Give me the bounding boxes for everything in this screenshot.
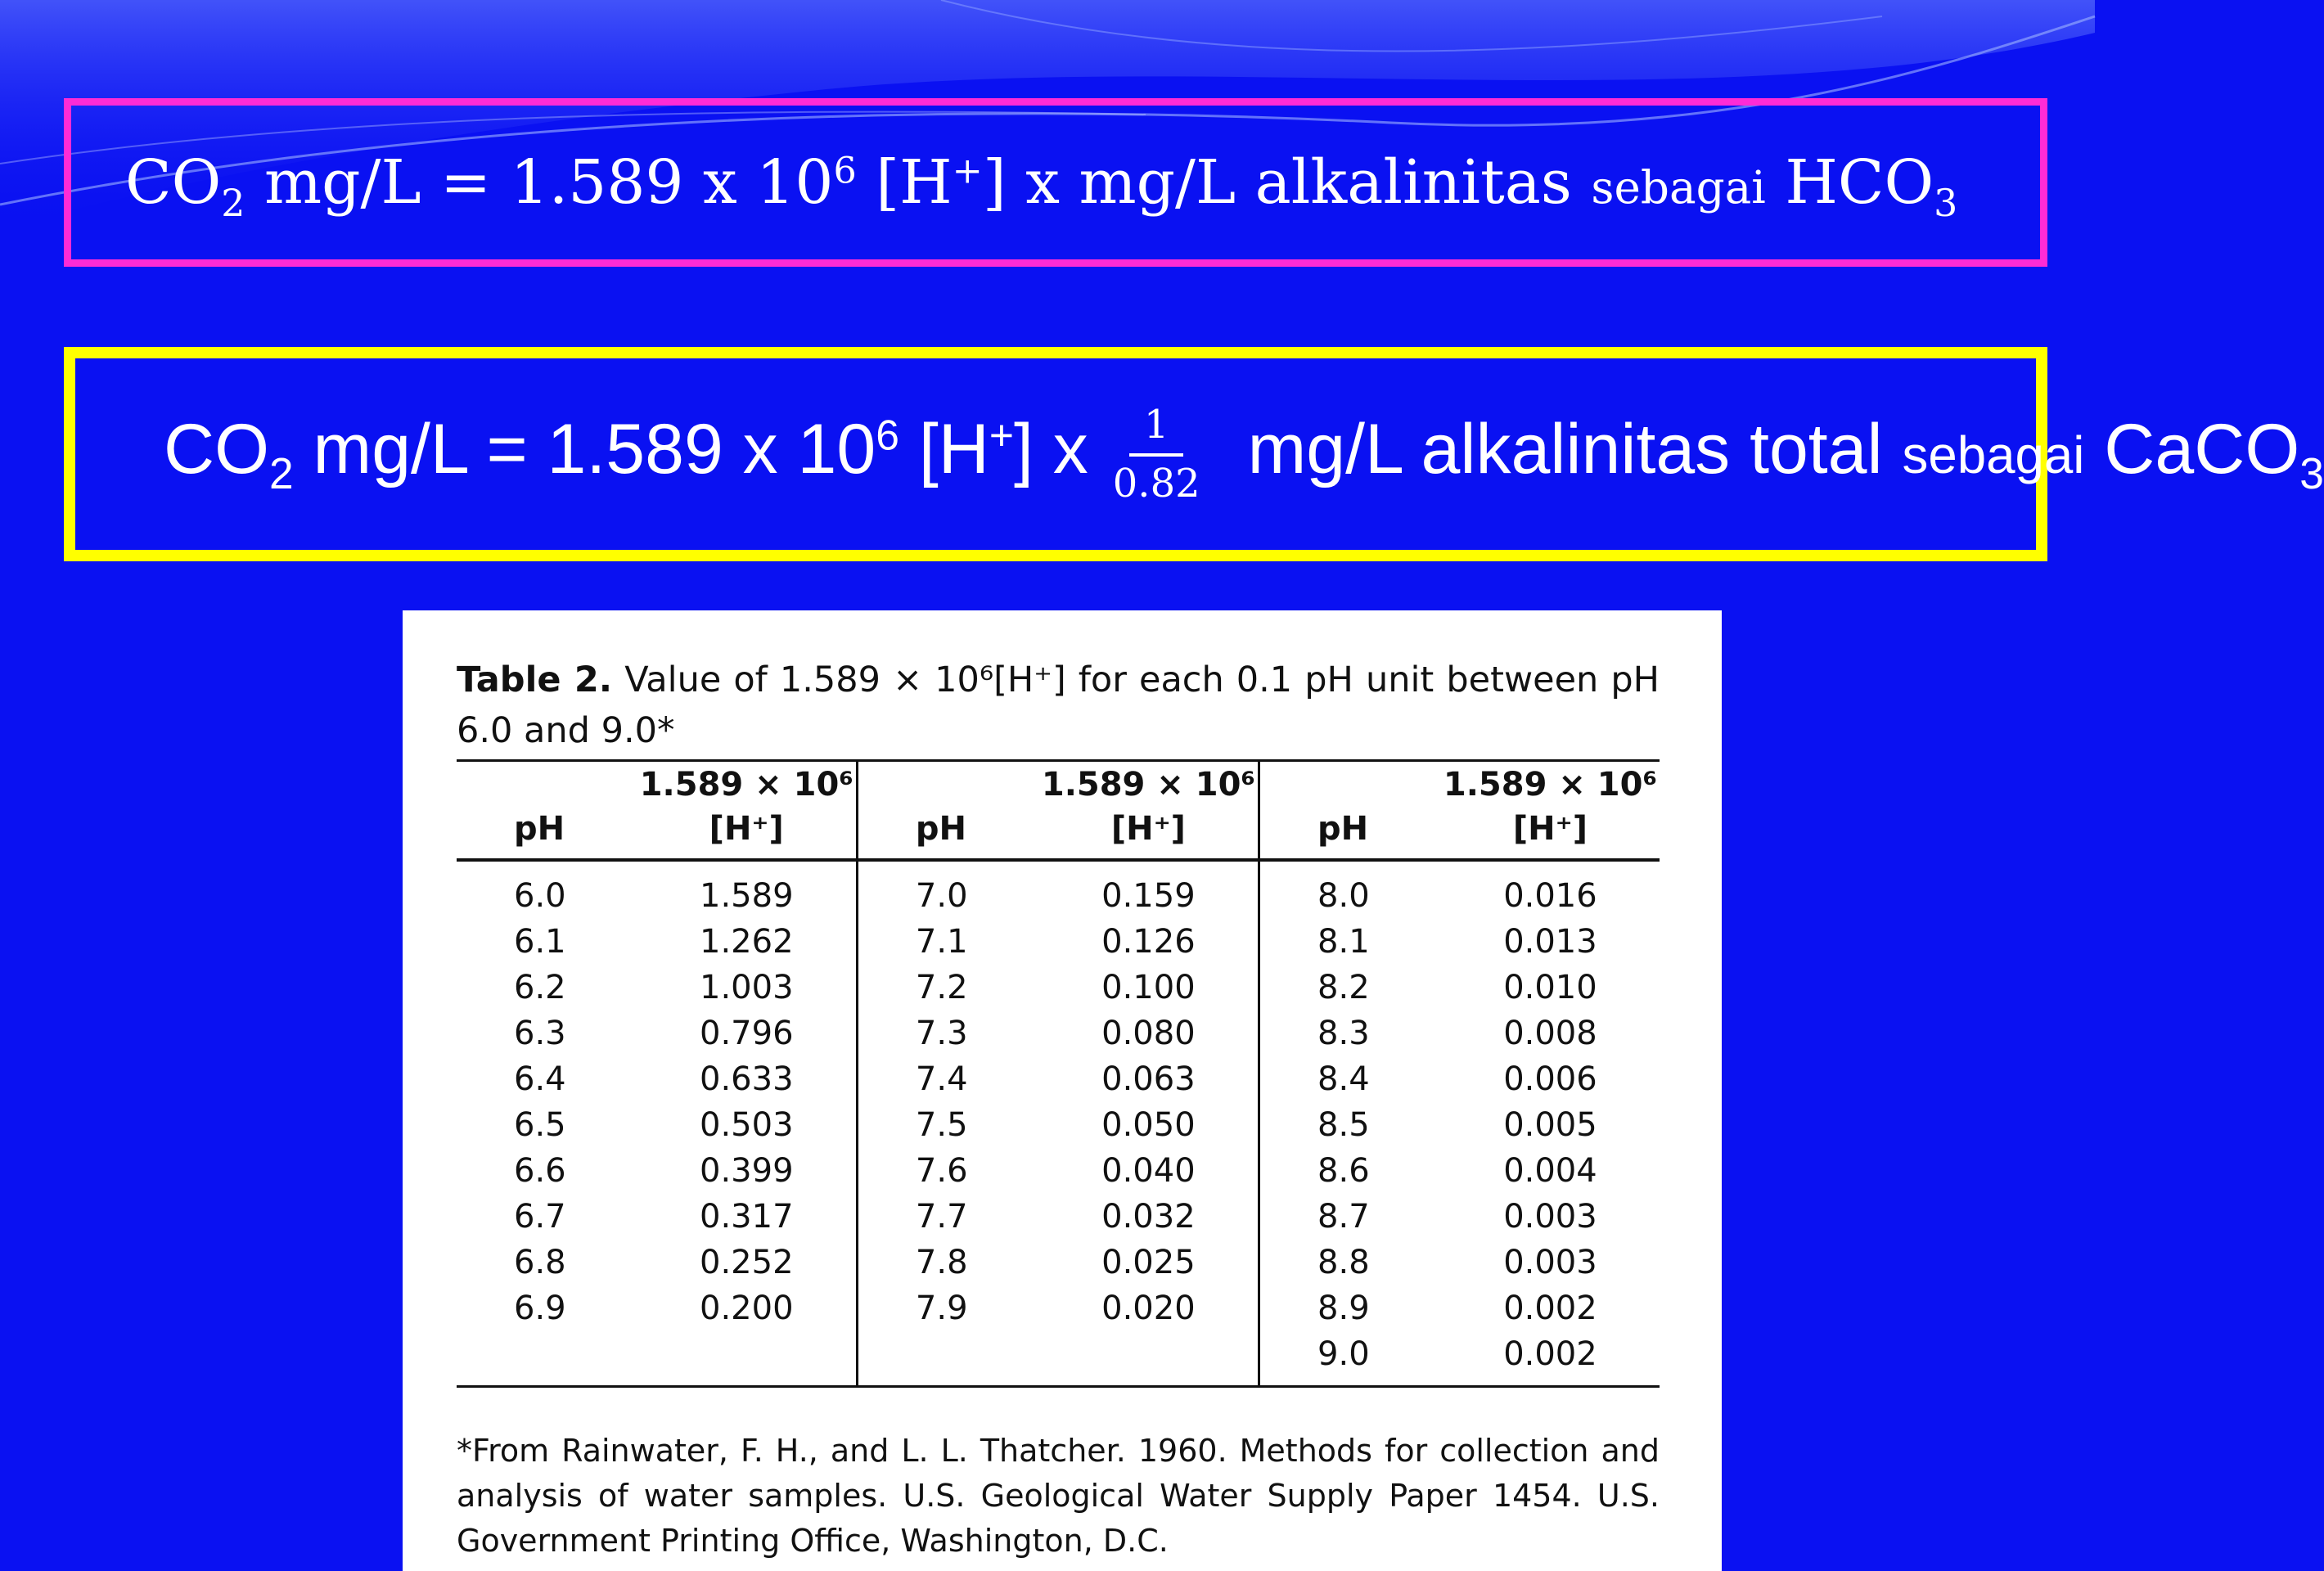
header-value: 1.589 × 10⁶ [H⁺]	[1039, 761, 1259, 861]
cell-value: 1.262	[637, 919, 858, 965]
header-value: 1.589 × 10⁶ [H⁺]	[637, 761, 858, 861]
formula-caco3-lhs: CO	[164, 409, 269, 488]
cell-value: 0.040	[1039, 1148, 1259, 1194]
cell-ph	[457, 1331, 637, 1387]
cell-ph: 7.7	[915, 1198, 968, 1236]
formula-caco3-sebagai: sebagai	[1902, 425, 2085, 484]
cell-ph: 8.4	[1317, 1060, 1370, 1098]
cell-ph: 7.8	[915, 1244, 968, 1281]
cell-value: 0.010	[1503, 969, 1597, 1006]
cell-value: 0.002	[1503, 1335, 1597, 1373]
cell-value: 0.159	[1039, 860, 1259, 919]
cell-value: 0.252	[637, 1240, 858, 1285]
cell-ph: 6.5	[514, 1106, 566, 1144]
cell-value: 0.796	[637, 1011, 858, 1056]
formula-caco3-lhs-sub: 2	[269, 449, 294, 498]
ph-value-table	[457, 759, 1660, 1388]
formula-hco3-sebagai: sebagai	[1591, 161, 1766, 214]
cell-ph: 6.7	[514, 1198, 566, 1236]
formula-caco3-species: CaCO	[2084, 409, 2300, 488]
fraction-denominator: 0.82	[1112, 461, 1200, 506]
table-row	[457, 919, 1660, 965]
formula-hco3-lhs: CO	[125, 147, 222, 218]
table-row	[457, 1331, 1660, 1387]
cell-ph: 6.2	[514, 969, 566, 1006]
cell-ph: 8.7	[1317, 1198, 1370, 1236]
cell-ph: 6.4	[514, 1060, 566, 1098]
cell-ph: 8.6	[1317, 1152, 1370, 1190]
formula-caco3	[164, 401, 2324, 506]
cell-ph: 7.4	[915, 1060, 968, 1098]
formula-hco3-h-charge: +	[952, 150, 983, 192]
header-ph: pH	[1317, 810, 1369, 848]
cell-ph: 6.1	[514, 923, 566, 961]
cell-value: 0.002	[1503, 1290, 1597, 1327]
formula-caco3-h-close: ] x	[1013, 409, 1088, 488]
formula-caco3-fraction	[1112, 401, 1200, 506]
table-row	[457, 1240, 1660, 1285]
table-caption-label: Table 2.	[457, 659, 613, 700]
cell-ph: 6.6	[514, 1152, 566, 1190]
header-ph: pH	[915, 810, 967, 848]
cell-value: 0.503	[637, 1102, 858, 1148]
cell-value: 0.050	[1039, 1102, 1259, 1148]
table-footnote: *From Rainwater, F. H., and L. L. Thatcher. 1960. Methods for collection and analysis of water samples. U.S. Geological Water Supply Paper 1454. U.S. Government Printing Office, Washington, D.C.	[457, 1433, 1660, 1559]
cell-ph: 8.1	[1317, 923, 1370, 961]
formula-hco3-species: HCO	[1765, 147, 1934, 218]
cell-ph: 6.9	[514, 1290, 566, 1327]
cell-value: 0.200	[637, 1285, 858, 1331]
table-caption-text: Value of 1.589 × 10⁶[H⁺] for each 0.1 pH unit between pH 6.0 and 9.0*	[457, 659, 1660, 751]
formula-hco3-rest: ] x mg/L alkalinitas	[982, 147, 1592, 218]
cell-value: 0.005	[1503, 1106, 1597, 1144]
cell-value: 0.025	[1039, 1240, 1259, 1285]
cell-ph: 7.5	[915, 1106, 968, 1144]
reference-table-panel	[403, 610, 1722, 1571]
table-row	[457, 965, 1660, 1011]
table-row	[457, 1285, 1660, 1331]
formula-caco3-h-charge: +	[989, 411, 1014, 459]
cell-value: 0.100	[1039, 965, 1259, 1011]
cell-ph	[857, 1331, 1038, 1387]
formula-hco3-species-sub: 3	[1934, 181, 1958, 226]
table-caption	[457, 655, 1660, 756]
cell-value: 0.003	[1503, 1198, 1597, 1236]
cell-value: 0.006	[1503, 1060, 1597, 1098]
cell-value: 0.399	[637, 1148, 858, 1194]
cell-ph: 6.3	[514, 1015, 566, 1052]
formula-caco3-unit: mg/L = 1.589 x 10	[293, 409, 876, 488]
header-value: 1.589 × 10⁶ [H⁺]	[1443, 766, 1657, 848]
formula-hco3-exponent: 6	[833, 150, 857, 192]
formula-hco3-unit: mg/L = 1.589 x 10	[245, 147, 834, 218]
formula-hco3-lhs-sub: 2	[221, 181, 245, 226]
header-ph: pH	[514, 810, 565, 848]
cell-value: 0.032	[1039, 1194, 1259, 1240]
cell-ph: 7.2	[915, 969, 968, 1006]
table-row	[457, 1194, 1660, 1240]
formula-caco3-box	[64, 347, 2324, 561]
table-row	[457, 1148, 1660, 1194]
cell-ph: 7.3	[915, 1015, 968, 1052]
cell-ph: 8.9	[1317, 1290, 1370, 1327]
cell-value: 0.020	[1039, 1285, 1259, 1331]
table-row	[457, 1056, 1660, 1102]
cell-ph: 8.3	[1317, 1015, 1370, 1052]
cell-ph: 8.5	[1317, 1106, 1370, 1144]
formula-caco3-species-sub: 3	[2299, 449, 2324, 498]
cell-value: 0.016	[1503, 877, 1597, 915]
cell-value: 1.003	[637, 965, 858, 1011]
cell-value: 0.633	[637, 1056, 858, 1102]
formula-caco3-rest: mg/L alkalinitas total	[1247, 409, 1903, 488]
cell-value	[637, 1331, 858, 1387]
formula-hco3	[125, 147, 1958, 226]
cell-value: 0.013	[1503, 923, 1597, 961]
table-header-row	[457, 761, 1660, 861]
cell-ph: 8.2	[1317, 969, 1370, 1006]
cell-ph: 7.6	[915, 1152, 968, 1190]
cell-ph: 7.0	[915, 877, 968, 915]
cell-value: 0.080	[1039, 1011, 1259, 1056]
table-body	[457, 860, 1660, 1387]
cell-ph: 6.0	[514, 877, 566, 915]
cell-value: 0.008	[1503, 1015, 1597, 1052]
table-row	[457, 1011, 1660, 1056]
cell-ph: 6.8	[514, 1244, 566, 1281]
formula-caco3-h-open: [H	[899, 409, 989, 488]
cell-value: 0.003	[1503, 1244, 1597, 1281]
formula-caco3-exponent: 6	[876, 411, 899, 459]
cell-ph: 8.0	[1317, 877, 1370, 915]
cell-value: 1.589	[637, 860, 858, 919]
formula-hco3-box	[64, 98, 2047, 267]
cell-ph: 8.8	[1317, 1244, 1370, 1281]
table-row	[457, 860, 1660, 919]
cell-value: 0.063	[1039, 1056, 1259, 1102]
table-row	[457, 1102, 1660, 1148]
cell-value: 0.004	[1503, 1152, 1597, 1190]
cell-ph: 9.0	[1317, 1335, 1370, 1373]
cell-value	[1039, 1331, 1259, 1387]
cell-ph: 7.1	[915, 923, 968, 961]
cell-ph: 7.9	[915, 1290, 968, 1327]
cell-value: 0.126	[1039, 919, 1259, 965]
fraction-numerator: 1	[1129, 404, 1184, 457]
cell-value: 0.317	[637, 1194, 858, 1240]
formula-hco3-h-open: [H	[856, 147, 953, 218]
